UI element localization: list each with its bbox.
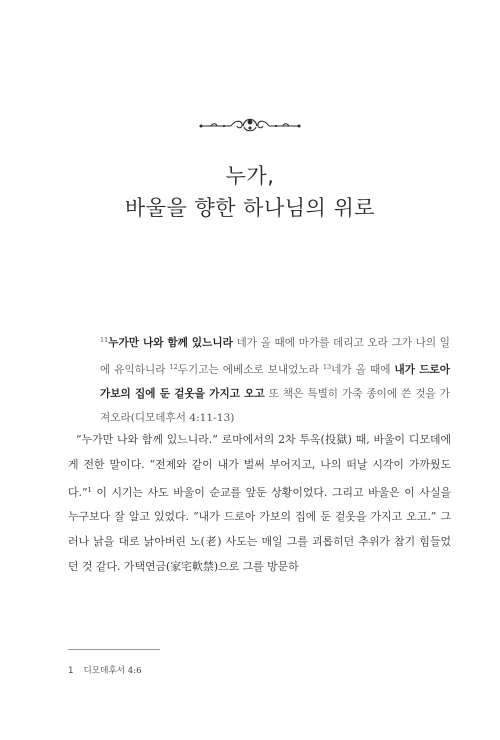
body-text-part: 이 시기는 사도 바울이 순교를 앞둔 상황이었다. 그리고 바울은 이 사실을 누구보다 잘 알고 있었다. “내가 드로아 가보의 집에 둔 겉옷을 가지고 오고.” 그러나 낡을 대로 낡아버린 노(老) 사도는 매일 그를 괴롭히던 추위가 참기 힘들었던 것 같다. 가택연금(家宅軟禁)으로 그를 방문하 bbox=[68, 485, 451, 573]
footnote bbox=[68, 664, 142, 676]
verse-number: 13 bbox=[322, 363, 332, 371]
scripture-emphasis: 내가 드로아 가보의 집에 둔 겉옷을 가지고 오고 bbox=[100, 364, 451, 400]
verse-number: 11 bbox=[100, 336, 109, 344]
footnote-number: 1 bbox=[68, 666, 74, 676]
verse-number: 12 bbox=[169, 363, 178, 371]
scripture-quote bbox=[100, 328, 450, 430]
scripture-text: 네가 올 때에 마가를 데리고 오라 그가 나의 일에 유익하니라 bbox=[100, 337, 450, 376]
footnote-text: 디모데후서 4:6 bbox=[83, 666, 142, 676]
footnote-reference: 1 bbox=[87, 485, 92, 494]
footnote-divider bbox=[68, 649, 160, 650]
scripture-text: 또 책은 특별히 가죽 종이에 쓴 것을 가져오라 bbox=[100, 388, 450, 424]
scripture-emphasis: 누가만 나와 함께 있느니라 bbox=[108, 337, 233, 349]
scripture-text: 두기고는 에베소로 보내었노라 bbox=[177, 364, 323, 376]
ornament-divider-icon bbox=[195, 114, 305, 134]
body-text-part: “누가만 나와 함께 있느니라.” 로마에서의 2차 투옥(投獄) 때, 바울이 디모데에게 전한 말이다. “전제와 같이 내가 벌써 부어지고, 나의 떠날 시각이 가까웠도다.” bbox=[68, 433, 451, 499]
body-text bbox=[68, 428, 451, 580]
scripture-reference: (디모데후서 4:11-13) bbox=[130, 412, 235, 424]
chapter-title-line2: 바울을 향한 하나님의 위로 bbox=[124, 196, 376, 220]
scripture-text: 네가 올 때에 bbox=[331, 364, 395, 376]
body-paragraph bbox=[68, 428, 451, 580]
chapter-title-line1: 누가, bbox=[225, 164, 275, 188]
scripture-paragraph bbox=[100, 328, 450, 430]
